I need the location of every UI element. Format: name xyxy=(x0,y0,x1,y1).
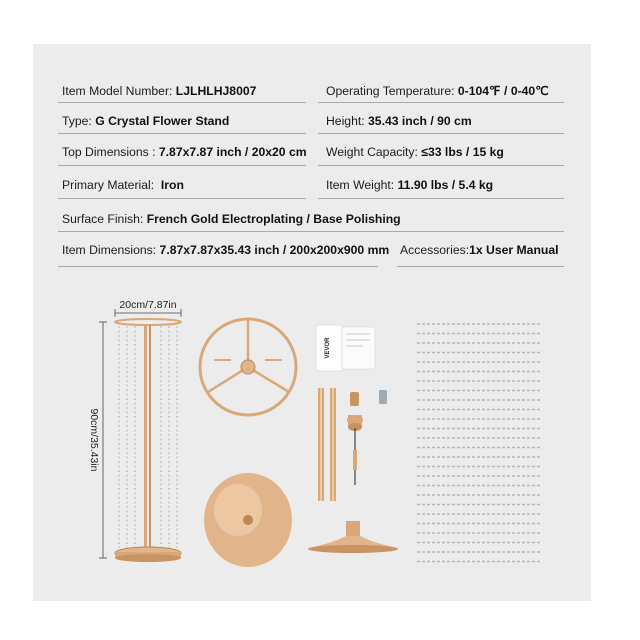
spec-label: Accessories: xyxy=(400,243,470,257)
divider xyxy=(58,198,306,199)
divider xyxy=(318,165,564,166)
divider xyxy=(318,133,564,134)
spec-label: Primary Material: xyxy=(62,178,155,192)
product-components-illustration xyxy=(33,280,591,580)
spec-primary-material xyxy=(62,178,184,192)
spec-label: Item Weight: xyxy=(326,178,395,192)
round-base xyxy=(204,473,292,567)
divider xyxy=(58,102,306,103)
divider xyxy=(58,133,306,134)
spec-value: 0-104℉ / 0-40℃ xyxy=(457,84,549,98)
width-dimension-label: 20cm/7.87in xyxy=(119,299,177,311)
divider xyxy=(58,266,378,267)
spec-label: Top Dimensions : xyxy=(62,145,156,159)
divider xyxy=(318,102,564,103)
spec-label: Operating Temperature: xyxy=(326,84,455,98)
spec-label: Item Dimensions: xyxy=(62,243,157,257)
spec-height xyxy=(326,114,472,128)
spec-label: Surface Finish: xyxy=(62,212,144,226)
spec-label: Height: xyxy=(326,114,365,128)
spec-value: Iron xyxy=(160,178,184,192)
spec-weight-capacity xyxy=(326,145,504,159)
support-poles xyxy=(318,388,336,501)
crystal-strands-bundle xyxy=(417,324,541,562)
spec-value: 11.90 lbs / 5.4 kg xyxy=(397,178,494,192)
spec-value: French Gold Electroplating / Base Polishing xyxy=(146,212,401,226)
width-dimension xyxy=(115,299,181,317)
divider xyxy=(58,165,306,166)
spec-item-dimensions xyxy=(62,243,389,257)
spec-value: 1x User Manual xyxy=(469,243,559,257)
spec-value: 35.43 inch / 90 cm xyxy=(368,114,472,128)
spec-value: 7.87x7.87x35.43 inch / 200x200x900 mm xyxy=(159,243,390,257)
manual-brand-text: VEVOR xyxy=(325,337,331,359)
divider xyxy=(58,231,564,232)
spec-label: Type: xyxy=(62,114,92,128)
divider xyxy=(318,198,564,199)
spec-model xyxy=(62,84,256,98)
spec-value: 7.87x7.87 inch / 20x20 cm xyxy=(158,145,307,159)
divider xyxy=(397,266,564,267)
spec-value: G Crystal Flower Stand xyxy=(95,114,230,128)
spec-value: LJLHLHJ8007 xyxy=(175,84,257,98)
height-dimension xyxy=(88,322,107,558)
top-ring-frame xyxy=(200,319,296,415)
spec-accessories xyxy=(400,243,559,257)
height-dimension-label: 90cm/35.43in xyxy=(88,408,100,472)
user-manual xyxy=(316,325,375,371)
spec-item-weight xyxy=(326,178,493,192)
connector-parts xyxy=(347,390,387,485)
spec-operating-temperature xyxy=(326,84,549,98)
spec-top-dimensions xyxy=(62,145,307,159)
pedestal-base xyxy=(308,521,398,553)
spec-type xyxy=(62,114,229,128)
spec-label: Item Model Number: xyxy=(62,84,173,98)
spec-surface-finish xyxy=(62,212,401,226)
assembled-flower-stand xyxy=(115,319,181,562)
spec-label: Weight Capacity: xyxy=(326,145,418,159)
spec-value: ≤33 lbs / 15 kg xyxy=(421,145,504,159)
